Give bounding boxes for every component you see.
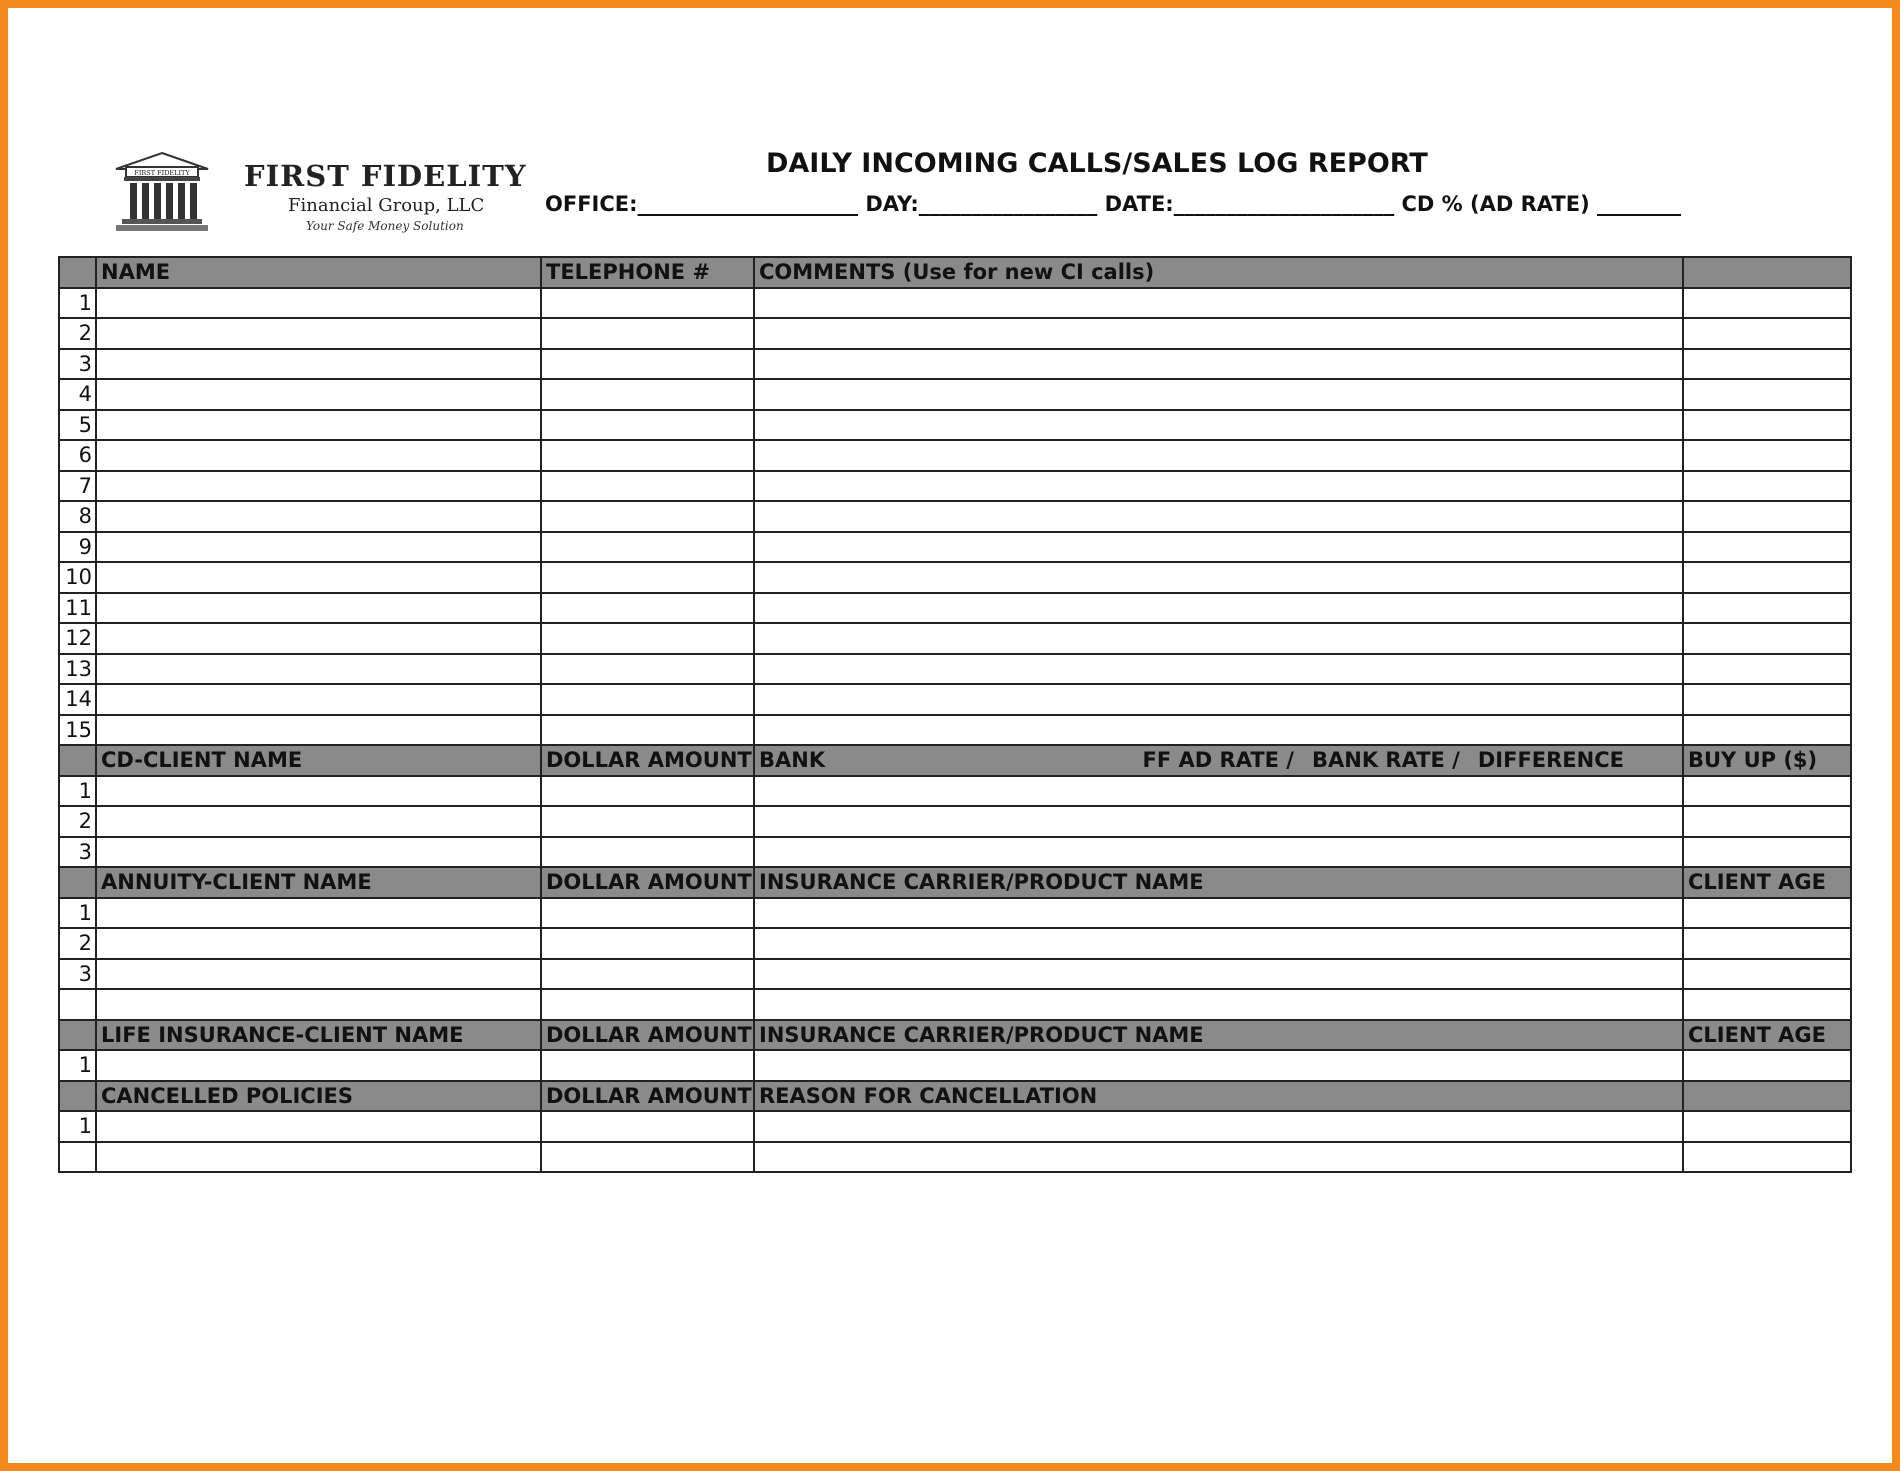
entry-cell[interactable] (541, 318, 754, 349)
entry-cell[interactable] (541, 349, 754, 380)
entry-cell[interactable] (541, 898, 754, 929)
entry-cell[interactable] (754, 715, 1683, 746)
entry-cell[interactable] (754, 501, 1683, 532)
calls-entry-row (59, 501, 1851, 532)
entry-cell[interactable] (1683, 471, 1851, 502)
column-header-label: DOLLAR AMOUNT (546, 748, 752, 773)
entry-cell[interactable] (541, 532, 754, 563)
column-header-label: INSURANCE CARRIER/PRODUCT NAME (759, 870, 1204, 895)
calls-entry-row (59, 349, 1851, 380)
entry-cell[interactable] (754, 776, 1683, 807)
life-header-row (59, 1020, 1851, 1051)
row-number: 10 (59, 562, 96, 593)
calls-entry-row (59, 471, 1851, 502)
entry-cell[interactable] (1683, 776, 1851, 807)
entry-cell[interactable] (1683, 1050, 1851, 1081)
life-entry-row (59, 1050, 1851, 1081)
entry-cell[interactable] (1683, 1142, 1851, 1173)
column-header-label: BANK (759, 748, 826, 773)
report-title: DAILY INCOMING CALLS/SALES LOG REPORT (766, 148, 1428, 179)
annuity-entry-row (59, 928, 1851, 959)
entry-cell[interactable] (1683, 501, 1851, 532)
rate-labels (1125, 748, 1678, 772)
column-header-label: ANNUITY-CLIENT NAME (101, 870, 372, 895)
entry-cell[interactable] (754, 471, 1683, 502)
row-number: 8 (59, 501, 96, 532)
entry-cell[interactable] (754, 318, 1683, 349)
annuity-entry-row (59, 959, 1851, 990)
annuity-entry-row (59, 989, 1851, 1020)
row-number-header (59, 745, 96, 776)
entry-cell[interactable] (96, 1111, 541, 1142)
column-header-label: CANCELLED POLICIES (101, 1083, 353, 1108)
entry-cell[interactable] (541, 562, 754, 593)
row-number: 1 (59, 288, 96, 319)
row-number: 14 (59, 684, 96, 715)
row-number: 1 (59, 776, 96, 807)
entry-cell[interactable] (96, 837, 541, 868)
calls-entry-row (59, 684, 1851, 715)
cancelled-entry-row (59, 1142, 1851, 1173)
entry-cell[interactable] (1683, 928, 1851, 959)
entry-cell[interactable] (96, 440, 541, 471)
calls-column-header (541, 257, 754, 288)
row-number: 7 (59, 471, 96, 502)
entry-cell[interactable] (1683, 349, 1851, 380)
entry-cell[interactable] (1683, 806, 1851, 837)
row-number: 2 (59, 928, 96, 959)
entry-cell[interactable] (541, 989, 754, 1020)
column-header-label: INSURANCE CARRIER/PRODUCT NAME (759, 1022, 1204, 1047)
sales-log-table (58, 256, 1852, 1173)
entry-cell[interactable] (541, 837, 754, 868)
entry-cell[interactable] (1683, 562, 1851, 593)
calls-entry-row (59, 562, 1851, 593)
column-header-label: DOLLAR AMOUNT (546, 1022, 752, 1047)
annuity-header-row (59, 867, 1851, 898)
row-number: 12 (59, 623, 96, 654)
column-header-label: BUY UP ($) (1688, 748, 1818, 773)
entry-cell[interactable] (754, 1111, 1683, 1142)
calls-header-row (59, 257, 1851, 288)
entry-cell[interactable] (754, 349, 1683, 380)
row-number: 4 (59, 379, 96, 410)
life-column-header (96, 1020, 541, 1051)
cancelled-column-header (1683, 1081, 1851, 1112)
cd-entry-row (59, 776, 1851, 807)
row-number (59, 1142, 96, 1173)
cancelled-entry-row (59, 1111, 1851, 1142)
row-number: 1 (59, 1050, 96, 1081)
column-header-label: CLIENT AGE (1688, 870, 1826, 895)
entry-cell[interactable] (96, 471, 541, 502)
entry-cell[interactable] (1683, 288, 1851, 319)
entry-cell[interactable] (541, 623, 754, 654)
bank-building-icon (112, 151, 212, 233)
life-column-header (754, 1020, 1683, 1051)
cd-column-header (1683, 745, 1851, 776)
row-number-header (59, 867, 96, 898)
calls-entry-row (59, 440, 1851, 471)
entry-cell[interactable] (754, 1142, 1683, 1173)
entry-cell[interactable] (541, 959, 754, 990)
entry-cell[interactable] (1683, 898, 1851, 929)
row-number (59, 989, 96, 1020)
calls-entry-row (59, 623, 1851, 654)
entry-cell[interactable] (96, 715, 541, 746)
entry-cell[interactable] (96, 379, 541, 410)
row-number: 2 (59, 806, 96, 837)
entry-cell[interactable] (96, 959, 541, 990)
entry-cell[interactable] (96, 593, 541, 624)
calls-entry-row (59, 532, 1851, 563)
entry-cell[interactable] (96, 989, 541, 1020)
cancelled-column-header (754, 1081, 1683, 1112)
column-header-label: COMMENTS (Use for new CI calls) (759, 260, 1155, 285)
column-header-label: NAME (101, 260, 171, 285)
cd-column-header (96, 745, 541, 776)
entry-cell[interactable] (754, 837, 1683, 868)
entry-cell[interactable] (754, 806, 1683, 837)
row-number: 11 (59, 593, 96, 624)
entry-cell[interactable] (754, 379, 1683, 410)
entry-cell[interactable] (541, 593, 754, 624)
calls-entry-row (59, 593, 1851, 624)
entry-cell[interactable] (754, 288, 1683, 319)
column-header-label: LIFE INSURANCE-CLIENT NAME (101, 1022, 464, 1047)
life-column-header (1683, 1020, 1851, 1051)
entry-cell[interactable] (541, 471, 754, 502)
entry-cell[interactable] (541, 684, 754, 715)
row-number-header (59, 1081, 96, 1112)
entry-cell[interactable] (541, 776, 754, 807)
entry-cell[interactable] (96, 1142, 541, 1173)
entry-cell[interactable] (754, 410, 1683, 441)
column-header-label: CLIENT AGE (1688, 1022, 1826, 1047)
entry-cell[interactable] (754, 959, 1683, 990)
entry-cell[interactable] (96, 501, 541, 532)
entry-cell[interactable] (754, 928, 1683, 959)
entry-cell[interactable] (541, 806, 754, 837)
row-number: 2 (59, 318, 96, 349)
rate-label: DIFFERENCE (1477, 748, 1624, 773)
column-header-label: TELEPHONE # (546, 260, 711, 285)
rate-label: BANK RATE / (1311, 748, 1460, 773)
cancelled-column-header (541, 1081, 754, 1112)
cancelled-column-header (96, 1081, 541, 1112)
entry-cell[interactable] (1683, 1111, 1851, 1142)
calls-entry-row (59, 288, 1851, 319)
building-sign: FIRST FIDELITY (134, 169, 190, 177)
row-number: 15 (59, 715, 96, 746)
entry-cell[interactable] (754, 440, 1683, 471)
entry-cell[interactable] (754, 1050, 1683, 1081)
entry-cell[interactable] (96, 776, 541, 807)
entry-cell[interactable] (96, 898, 541, 929)
column-header-label: DOLLAR AMOUNT (546, 870, 752, 895)
cd-entry-row (59, 806, 1851, 837)
cd-entry-row (59, 837, 1851, 868)
entry-cell[interactable] (1683, 379, 1851, 410)
entry-cell[interactable] (96, 288, 541, 319)
calls-entry-row (59, 654, 1851, 685)
calls-entry-row (59, 410, 1851, 441)
entry-cell[interactable] (96, 532, 541, 563)
entry-cell[interactable] (754, 684, 1683, 715)
logo-company-name: FIRST FIDELITY (244, 159, 527, 193)
calls-entry-row (59, 715, 1851, 746)
cd-column-header (541, 745, 754, 776)
row-number-header (59, 257, 96, 288)
entry-cell[interactable] (541, 1142, 754, 1173)
entry-cell[interactable] (754, 532, 1683, 563)
company-logo (112, 151, 532, 241)
office-day-date-fields: OFFICE:_____________________ DAY:_________________ DATE:_____________________ CD % (AD RATE) ________ (545, 192, 1681, 216)
entry-cell[interactable] (96, 318, 541, 349)
annuity-column-header (541, 867, 754, 898)
entry-cell[interactable] (96, 623, 541, 654)
row-number: 5 (59, 410, 96, 441)
entry-cell[interactable] (541, 1111, 754, 1142)
entry-cell[interactable] (96, 654, 541, 685)
cancelled-header-row (59, 1081, 1851, 1112)
entry-cell[interactable] (1683, 684, 1851, 715)
entry-cell[interactable] (541, 1050, 754, 1081)
cd-column-header (754, 745, 1683, 776)
row-number: 3 (59, 837, 96, 868)
entry-cell[interactable] (541, 288, 754, 319)
entry-cell[interactable] (541, 928, 754, 959)
entry-cell[interactable] (541, 501, 754, 532)
entry-cell[interactable] (754, 898, 1683, 929)
row-number: 9 (59, 532, 96, 563)
entry-cell[interactable] (754, 593, 1683, 624)
row-number: 13 (59, 654, 96, 685)
entry-cell[interactable] (1683, 654, 1851, 685)
logo-subtitle: Financial Group, LLC (288, 195, 485, 216)
column-header-label: REASON FOR CANCELLATION (759, 1083, 1098, 1108)
row-number: 1 (59, 898, 96, 929)
entry-cell[interactable] (754, 562, 1683, 593)
entry-cell[interactable] (96, 1050, 541, 1081)
entry-cell[interactable] (541, 715, 754, 746)
calls-column-header (754, 257, 1683, 288)
entry-cell[interactable] (1683, 837, 1851, 868)
entry-cell[interactable] (96, 928, 541, 959)
entry-cell[interactable] (1683, 989, 1851, 1020)
entry-cell[interactable] (1683, 532, 1851, 563)
row-number: 1 (59, 1111, 96, 1142)
calls-column-header (1683, 257, 1851, 288)
column-header-label: DOLLAR AMOUNT (546, 1083, 752, 1108)
calls-column-header (96, 257, 541, 288)
row-number: 6 (59, 440, 96, 471)
entry-cell[interactable] (96, 806, 541, 837)
annuity-entry-row (59, 898, 1851, 929)
entry-cell[interactable] (541, 440, 754, 471)
entry-cell[interactable] (754, 989, 1683, 1020)
entry-cell[interactable] (1683, 959, 1851, 990)
entry-cell[interactable] (754, 623, 1683, 654)
entry-cell[interactable] (96, 684, 541, 715)
entry-cell[interactable] (541, 379, 754, 410)
entry-cell[interactable] (96, 562, 541, 593)
calls-entry-row (59, 379, 1851, 410)
entry-cell[interactable] (1683, 410, 1851, 441)
cd-header-row (59, 745, 1851, 776)
annuity-column-header (754, 867, 1683, 898)
annuity-column-header (1683, 867, 1851, 898)
logo-tagline: Your Safe Money Solution (306, 219, 464, 233)
entry-cell[interactable] (754, 654, 1683, 685)
calls-entry-row (59, 318, 1851, 349)
entry-cell[interactable] (1683, 318, 1851, 349)
entry-cell[interactable] (96, 349, 541, 380)
annuity-column-header (96, 867, 541, 898)
life-column-header (541, 1020, 754, 1051)
column-header-label: CD-CLIENT NAME (101, 748, 303, 773)
entry-cell[interactable] (1683, 715, 1851, 746)
entry-cell[interactable] (1683, 593, 1851, 624)
entry-cell[interactable] (1683, 623, 1851, 654)
entry-cell[interactable] (541, 410, 754, 441)
rate-label: FF AD RATE / (1142, 748, 1294, 773)
row-number-header (59, 1020, 96, 1051)
row-number: 3 (59, 349, 96, 380)
row-number: 3 (59, 959, 96, 990)
entry-cell[interactable] (1683, 440, 1851, 471)
entry-cell[interactable] (541, 654, 754, 685)
entry-cell[interactable] (96, 410, 541, 441)
